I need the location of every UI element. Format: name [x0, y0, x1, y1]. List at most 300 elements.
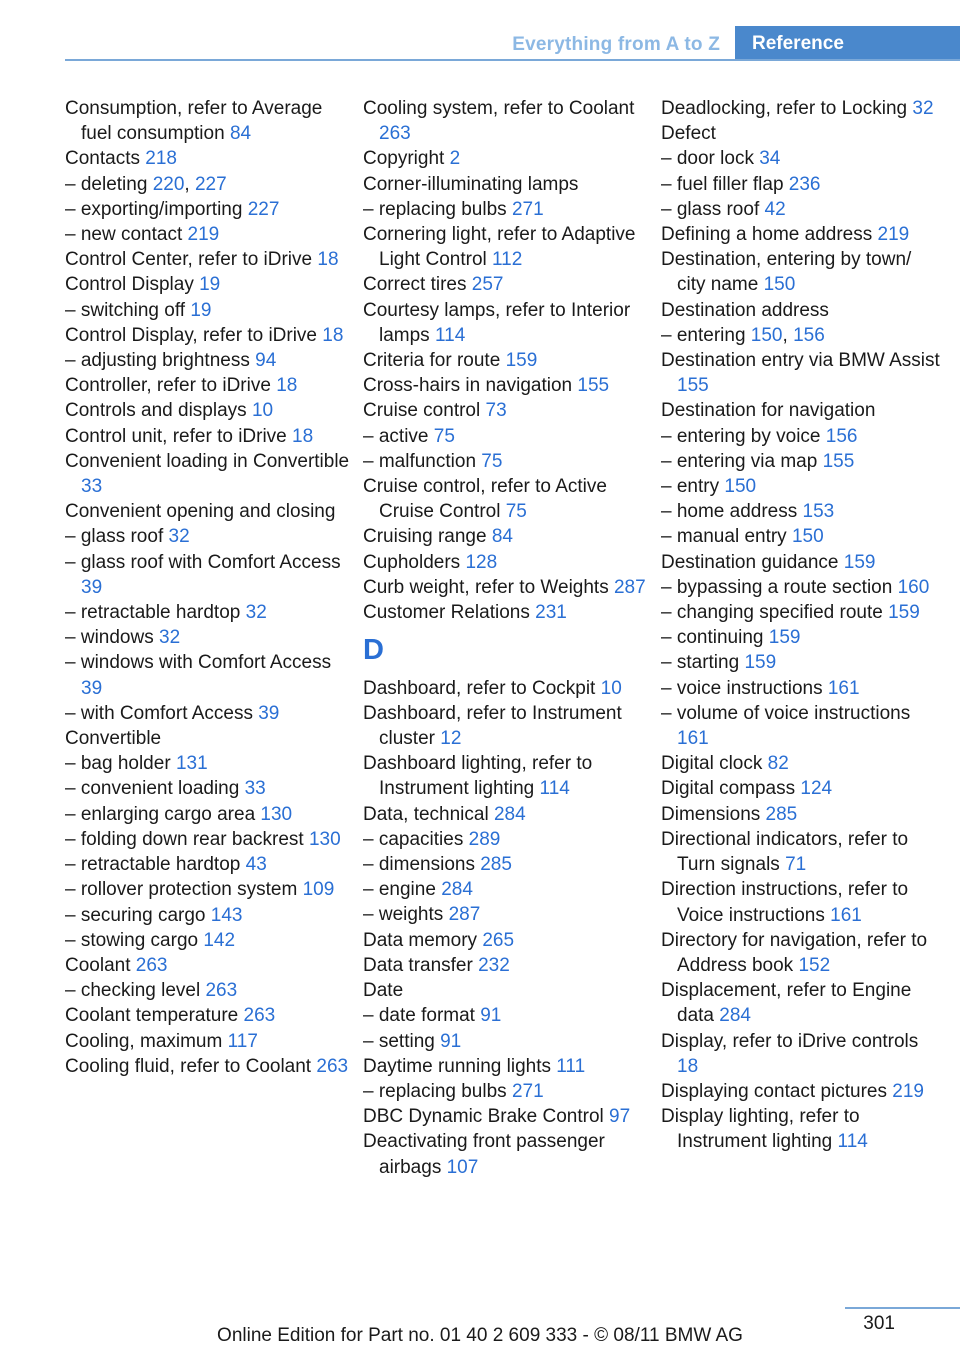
page-reference-link[interactable]: 82 — [767, 753, 789, 775]
index-entry — [363, 197, 653, 222]
page-reference-link[interactable]: 130 — [260, 803, 293, 825]
index-entry — [661, 575, 941, 600]
page-reference-link[interactable]: 152 — [798, 954, 831, 976]
index-entry — [65, 146, 355, 171]
index-entry-term: – rollover protection system — [65, 879, 298, 901]
index-entry — [363, 600, 653, 625]
page-reference-link[interactable]: 159 — [888, 602, 920, 624]
index-entry-term: – windows — [65, 627, 154, 649]
index-entry — [65, 625, 355, 650]
page-reference-link[interactable]: 130 — [308, 828, 341, 850]
index-entry — [363, 172, 653, 197]
index-entry — [363, 902, 653, 927]
page-reference-link[interactable]: 263 — [205, 980, 238, 1002]
index-entry — [65, 751, 355, 776]
page-reference-link[interactable]: 263 — [135, 954, 168, 976]
index-entry-term: Consumption, refer to Average fuel consumption — [65, 98, 323, 145]
page-reference-link[interactable]: 117 — [227, 1030, 258, 1052]
index-entry-term: – date format — [363, 1005, 475, 1027]
index-entry-term: Displaying contact pictures — [661, 1080, 887, 1102]
index-entry — [661, 550, 941, 575]
index-column-2 — [363, 96, 653, 1180]
index-entry-term: Dimensions — [661, 803, 761, 825]
index-entry — [363, 1129, 653, 1179]
index-entry-term: Control Display — [65, 274, 194, 296]
index-entry — [661, 197, 941, 222]
index-entry-term: Destination guidance — [661, 551, 839, 573]
index-entry — [661, 398, 941, 423]
index-entry-term: Dashboard lighting, refer to Instrument lighting — [363, 753, 593, 800]
index-entry — [65, 978, 355, 1003]
page-reference-link[interactable]: 227 — [194, 173, 227, 195]
index-entry-term: Criteria for route — [363, 350, 501, 372]
index-entry — [363, 272, 653, 297]
index-entry-term: – bypassing a route section — [661, 576, 893, 598]
index-entry — [661, 96, 941, 121]
page-reference-link[interactable]: 289 — [468, 828, 501, 850]
index-entry-term: – bag holder — [65, 753, 171, 775]
index-entry-term: – deleting — [65, 173, 148, 195]
page-reference-link[interactable]: 161 — [827, 677, 860, 699]
index-entry — [363, 146, 653, 171]
index-entry — [661, 499, 941, 524]
page-reference-link[interactable]: 257 — [471, 274, 504, 296]
index-entry — [65, 524, 355, 549]
page-reference-link[interactable]: 159 — [843, 551, 876, 573]
index-entry-term: Coolant — [65, 954, 131, 976]
index-entry-term: – volume of voice instructions — [661, 702, 911, 724]
index-entry — [661, 650, 941, 675]
index-column-3 — [661, 96, 941, 1155]
page-reference-link[interactable]: 32 — [168, 526, 190, 548]
index-entry-term: Display lighting, refer to Instrument lighting — [661, 1106, 860, 1153]
index-entry-term: – convenient loading — [65, 778, 240, 800]
index-entry — [661, 701, 941, 751]
page-reference-link[interactable]: 84 — [491, 526, 513, 548]
index-entry-term: Destination for navigation — [661, 400, 876, 422]
page-reference-link[interactable]: 219 — [892, 1080, 924, 1102]
index-column-1 — [65, 96, 355, 1079]
page-reference-link[interactable]: 218 — [145, 148, 177, 170]
index-entry-term: – enlarging cargo area — [65, 803, 256, 825]
page-reference-link[interactable]: 91 — [440, 1030, 462, 1052]
index-entry-term: Dashboard, refer to Instrument cluster — [363, 702, 622, 750]
header-tab-reference: Reference — [735, 26, 960, 61]
index-entry-term: Directory for navigation, refer to Address book — [661, 929, 928, 976]
page-reference-link[interactable]: 150 — [750, 324, 783, 346]
index-entry — [65, 247, 355, 272]
page-reference-link[interactable]: 18 — [292, 425, 314, 447]
page-reference-link[interactable]: 10 — [600, 677, 622, 699]
index-entry — [363, 524, 653, 549]
page-reference-link[interactable]: 285 — [765, 803, 798, 825]
index-entry — [65, 222, 355, 247]
index-entry — [661, 1079, 941, 1104]
index-entry — [65, 424, 355, 449]
page-reference-link[interactable]: 236 — [788, 173, 821, 195]
index-entry — [65, 1029, 355, 1054]
index-entry-term: – dimensions — [363, 854, 475, 876]
index-entry — [363, 802, 653, 827]
index-entry-term: Courtesy lamps, refer to Interior lamps — [363, 299, 631, 346]
index-entry — [363, 877, 653, 902]
page-reference-link[interactable]: 284 — [493, 803, 526, 825]
index-entry-term: – door lock — [661, 148, 754, 170]
page-reference-link[interactable]: 75 — [505, 501, 527, 523]
index-entry-term: Convenient loading in Convertible — [65, 450, 350, 472]
index-entry — [363, 1104, 653, 1129]
page-reference-link[interactable]: 18 — [276, 375, 298, 397]
index-entry-term: – manual entry — [661, 526, 787, 548]
index-entry — [661, 1104, 941, 1154]
page-reference-link[interactable]: 159 — [505, 350, 538, 372]
index-entry-term: – glass roof — [65, 526, 164, 548]
index-entry-term: – securing cargo — [65, 904, 206, 926]
index-entry — [363, 676, 653, 701]
index-entry-term: – starting — [661, 652, 740, 674]
page-reference-link[interactable]: 112 — [492, 249, 523, 271]
index-entry — [661, 121, 941, 146]
index-entry-term: – entering — [661, 324, 746, 346]
index-entry — [363, 1079, 653, 1104]
page-reference-link[interactable]: 287 — [613, 576, 646, 598]
index-entry-term: – replacing bulbs — [363, 1080, 507, 1102]
page-reference-link[interactable]: 284 — [441, 879, 473, 901]
page-reference-link[interactable]: 161 — [677, 728, 709, 750]
index-entry — [65, 197, 355, 222]
page-reference-link[interactable]: 32 — [245, 602, 267, 624]
index-entry — [65, 600, 355, 625]
index-entry — [363, 1003, 653, 1028]
index-entry-term: – changing specified route — [661, 602, 883, 624]
page-reference-link[interactable]: 265 — [482, 929, 515, 951]
page-reference-link[interactable]: 33 — [244, 778, 266, 800]
page-reference-link[interactable]: 156 — [793, 324, 825, 346]
index-entry — [661, 172, 941, 197]
page-reference-link[interactable]: 109 — [302, 879, 335, 901]
index-entry — [65, 373, 355, 398]
page-reference-link[interactable]: 227 — [247, 198, 280, 220]
page-reference-link[interactable]: 271 — [511, 1080, 544, 1102]
index-entry — [65, 701, 355, 726]
footer-edition-note: Online Edition for Part no. 01 40 2 609 333 - © 08/11 BMW AG — [217, 1325, 743, 1346]
index-entry-term: – entering by voice — [661, 425, 821, 447]
index-entry — [363, 701, 653, 751]
index-entry — [65, 348, 355, 373]
index-entry-term: Cooling fluid, refer to Coolant — [65, 1055, 312, 1077]
page-reference-link[interactable]: 271 — [511, 198, 544, 220]
index-entry-term: – entry — [661, 476, 720, 498]
page-reference-link[interactable]: 33 — [81, 476, 103, 498]
page-reference-link[interactable]: 153 — [802, 501, 835, 523]
index-entry — [363, 474, 653, 524]
index-entry — [661, 424, 941, 449]
index-entry — [363, 852, 653, 877]
page-reference-link[interactable]: 12 — [440, 728, 462, 750]
page-reference-link[interactable]: 39 — [258, 702, 280, 724]
index-entry-term: Cooling system, refer to Coolant — [363, 98, 635, 119]
page-reference-link[interactable]: 114 — [837, 1131, 868, 1153]
page-reference-link[interactable]: 150 — [724, 476, 757, 498]
page-reference-link[interactable]: 219 — [187, 224, 220, 246]
header-divider — [65, 59, 960, 61]
page-reference-link[interactable]: 32 — [912, 98, 934, 119]
index-entry-term: Date — [363, 980, 404, 1002]
index-entry — [363, 1029, 653, 1054]
index-entry: – entering 150, 156 — [661, 324, 825, 346]
index-entry-term: Control Display, refer to iDrive — [65, 324, 318, 346]
index-entry-term: Dashboard, refer to Cockpit — [363, 677, 596, 699]
index-entry-term: – active — [363, 425, 429, 447]
page-reference-link[interactable]: 150 — [791, 526, 824, 548]
index-entry-term: Customer Relations — [363, 602, 530, 624]
index-entry — [65, 272, 355, 297]
index-entry — [661, 625, 941, 650]
index-entry-term: – home address — [661, 501, 798, 523]
index-entry — [65, 903, 355, 928]
index-entry — [661, 222, 941, 247]
page-reference-link[interactable]: 34 — [759, 148, 781, 170]
index-entry — [661, 449, 941, 474]
index-entry-term: – checking level — [65, 980, 201, 1002]
index-entry — [363, 751, 653, 801]
index-entry-term: Destination entry via BMW Assist — [661, 350, 940, 372]
page-reference-link[interactable]: 97 — [609, 1106, 631, 1128]
page-reference-link[interactable]: 156 — [825, 425, 858, 447]
index-entry-term: Deadlocking, refer to Locking — [661, 98, 908, 119]
index-entry-term: Cooling, maximum — [65, 1030, 223, 1052]
page-reference-link[interactable]: 107 — [446, 1156, 479, 1178]
index-entry — [65, 550, 355, 600]
index-entry-term: – retractable hardtop — [65, 602, 241, 624]
index-entry-term: Displacement, refer to Engine data — [661, 980, 912, 1027]
index-entry — [65, 96, 355, 146]
page-reference-link[interactable]: 160 — [897, 576, 930, 598]
index-entry-term: – setting — [363, 1030, 435, 1052]
page-reference-link[interactable]: 39 — [81, 576, 103, 598]
index-entry-term: Cornering light, refer to Adaptive Light Control — [363, 224, 636, 271]
page-reference-link[interactable]: 111 — [556, 1055, 586, 1077]
page-reference-link[interactable]: 263 — [316, 1055, 349, 1077]
index-entry — [65, 827, 355, 852]
index-entry — [363, 298, 653, 348]
index-entry — [661, 1029, 941, 1079]
index-entry — [363, 575, 653, 600]
page-reference-link[interactable]: 155 — [822, 450, 855, 472]
page-number: 301 — [863, 1313, 895, 1334]
page-reference-link[interactable]: 18 — [677, 1055, 699, 1077]
index-entry-term: – folding down rear backrest — [65, 828, 304, 850]
index-entry-term: – new contact — [65, 224, 183, 246]
page-reference-link[interactable]: 285 — [480, 854, 512, 876]
index-entry-term: Daytime running lights — [363, 1055, 551, 1077]
index-entry-term: Deactivating front passenger airbags — [363, 1131, 605, 1178]
index-entry-term: Direction instructions, refer to Voice instructions — [661, 879, 909, 926]
index-entry — [661, 751, 941, 776]
index-entry — [363, 550, 653, 575]
page-reference-link[interactable]: 263 — [379, 123, 411, 145]
index-entry-term: Cupholders — [363, 551, 461, 573]
index-entry — [661, 802, 941, 827]
index-entry — [661, 298, 941, 323]
index-entry — [661, 247, 941, 297]
page-reference-link[interactable]: 84 — [229, 123, 252, 145]
index-entry — [363, 96, 653, 146]
page-reference-link[interactable]: 19 — [199, 274, 221, 296]
index-entry-term: Destination, entering by town/ city name — [661, 249, 912, 296]
page-reference-link[interactable]: 155 — [677, 375, 709, 397]
index-entry — [363, 928, 653, 953]
index-entry-term: Convertible — [65, 728, 162, 750]
index-entry-term: – stowing cargo — [65, 929, 199, 951]
index-entry-term: Controls and displays — [65, 400, 247, 422]
index-entry — [661, 474, 941, 499]
page-reference-link[interactable]: 161 — [830, 904, 862, 926]
index-entry-term: – glass roof — [661, 198, 760, 220]
index-entry — [661, 776, 941, 801]
index-entry — [65, 928, 355, 953]
page-reference-link[interactable]: 91 — [480, 1005, 502, 1027]
index-entry — [65, 726, 355, 751]
page-reference-link[interactable]: 287 — [448, 904, 481, 926]
index-entry-term: – exporting/importing — [65, 198, 243, 220]
page-reference-link[interactable]: 284 — [719, 1005, 751, 1027]
page-reference-link[interactable]: 32 — [159, 627, 181, 649]
index-entry-term: Contacts — [65, 148, 140, 170]
page-reference-link[interactable]: 232 — [478, 954, 510, 976]
index-entry — [363, 222, 653, 272]
page-reference-link[interactable]: 159 — [768, 627, 801, 649]
index-entry — [363, 449, 653, 474]
index-entry-term: Control unit, refer to iDrive — [65, 425, 287, 447]
page-reference-link[interactable]: 94 — [255, 350, 277, 372]
index-entry-term: Digital compass — [661, 778, 796, 800]
page-reference-link[interactable]: 10 — [251, 400, 274, 422]
header-section-title: Everything from A to Z — [512, 34, 720, 55]
index-entry — [363, 1054, 653, 1079]
page-reference-link[interactable]: 220 — [152, 173, 185, 195]
index-entry-term: – malfunction — [363, 450, 477, 472]
index-entry — [363, 373, 653, 398]
page-reference-link[interactable]: 75 — [481, 450, 503, 472]
index-entry-term: – fuel filler flap — [661, 173, 784, 195]
index-entry — [661, 827, 941, 877]
page-reference-link[interactable]: 231 — [535, 602, 567, 624]
page-reference-link[interactable]: 143 — [210, 904, 243, 926]
index-entry-term: Controller, refer to iDrive — [65, 375, 271, 397]
page-reference-link[interactable]: 2 — [449, 148, 461, 170]
index-entry-term: – retractable hardtop — [65, 854, 241, 876]
index-entry — [363, 424, 653, 449]
index-entry-term: – glass roof with Comfort Access — [65, 551, 341, 573]
page-reference-link[interactable]: 19 — [190, 299, 212, 321]
page-reference-link[interactable]: 142 — [203, 929, 236, 951]
index-entry — [65, 298, 355, 323]
index-entry — [661, 877, 941, 927]
index-entry-term: Correct tires — [363, 274, 467, 296]
footer-divider — [845, 1307, 960, 1309]
page-reference-link[interactable]: 71 — [785, 854, 807, 876]
page-reference-link[interactable]: 263 — [243, 1005, 276, 1027]
index-entry — [661, 600, 941, 625]
page-reference-link[interactable]: 155 — [577, 375, 610, 397]
page-reference-link[interactable]: 219 — [877, 224, 910, 246]
page-reference-link[interactable]: 42 — [764, 198, 786, 220]
index-entry — [661, 524, 941, 549]
index-entry — [65, 398, 355, 423]
index-entry-term: Directional indicators, refer to Turn signals — [661, 828, 909, 876]
index-entry-term: Cruise control, refer to Active Cruise Control — [363, 476, 607, 523]
index-entry — [363, 348, 653, 373]
index-entry — [65, 852, 355, 877]
index-entry-term: Copyright — [363, 148, 445, 170]
index-entry-term: – replacing bulbs — [363, 198, 507, 220]
page-reference-link[interactable]: 131 — [175, 753, 208, 775]
index-entry — [65, 877, 355, 902]
index-entry — [65, 323, 355, 348]
index-entry-term: Curb weight, refer to Weights — [363, 576, 609, 598]
index-entry — [661, 676, 941, 701]
page-reference-link[interactable]: 124 — [800, 778, 833, 800]
index-entry-term: – entering via map — [661, 450, 818, 472]
index-entry — [65, 1054, 355, 1079]
index-entry-term: – adjusting brightness — [65, 350, 250, 372]
index-entry: – deleting 220, 227 — [65, 173, 227, 195]
index-entry-term: Data transfer — [363, 954, 473, 976]
page-reference-link[interactable]: 114 — [434, 324, 466, 346]
index-entry-term: Destination address — [661, 299, 829, 321]
index-entry-term: Defining a home address — [661, 224, 873, 246]
page-reference-link[interactable]: 114 — [539, 778, 570, 800]
index-entry-term: Data, technical — [363, 803, 489, 825]
index-entry-term: Corner-illuminating lamps — [363, 173, 579, 195]
page-reference-link[interactable]: 128 — [465, 551, 498, 573]
index-entry-term: Coolant temperature — [65, 1005, 239, 1027]
page-reference-link[interactable]: 73 — [485, 400, 507, 422]
index-entry — [661, 146, 941, 171]
page-reference-link[interactable]: 159 — [744, 652, 777, 674]
index-entry — [65, 802, 355, 827]
index-entry-term: Control Center, refer to iDrive — [65, 249, 313, 271]
index-entry — [65, 953, 355, 978]
index-entry — [363, 398, 653, 423]
index-entry-term: Defect — [661, 123, 716, 145]
index-entry — [661, 348, 941, 398]
index-entry-term: Convenient opening and closing — [65, 501, 336, 523]
page-reference-link[interactable]: 18 — [322, 324, 344, 346]
index-entry — [363, 953, 653, 978]
page-reference-link[interactable]: 18 — [317, 249, 339, 271]
index-entry-term: Cruising range — [363, 526, 487, 548]
page-reference-link[interactable]: 43 — [245, 854, 267, 876]
page-reference-link[interactable]: 75 — [433, 425, 455, 447]
index-entry — [65, 499, 355, 524]
index-entry — [661, 978, 941, 1028]
page-reference-link[interactable]: 150 — [763, 274, 796, 296]
index-entry-term: Cross-hairs in navigation — [363, 375, 573, 397]
index-entry-term: Digital clock — [661, 753, 763, 775]
index-letter-heading: D — [363, 634, 384, 667]
index-entry-term: DBC Dynamic Brake Control — [363, 1106, 604, 1128]
index-entry-term: Data memory — [363, 929, 478, 951]
page-reference-link[interactable]: 39 — [81, 677, 103, 699]
index-entry — [65, 1003, 355, 1028]
index-entry — [65, 650, 355, 700]
index-entry-term: – windows with Comfort Access — [65, 652, 332, 674]
index-entry-term: – with Comfort Access — [65, 702, 253, 724]
index-entry-term: – engine — [363, 879, 436, 901]
index-entry-term: Display, refer to iDrive controls — [661, 1030, 919, 1052]
